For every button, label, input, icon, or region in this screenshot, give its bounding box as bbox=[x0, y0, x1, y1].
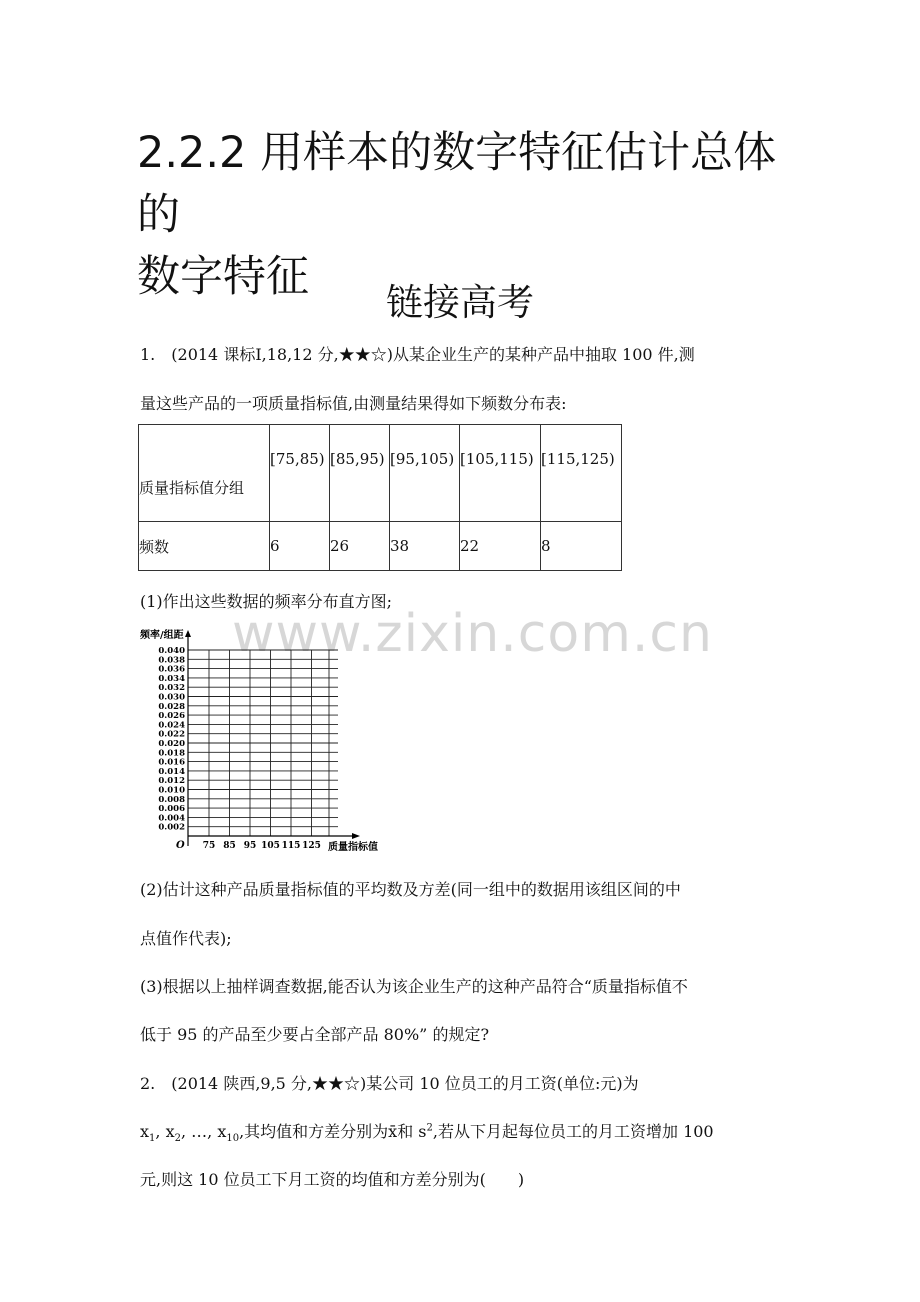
y-tick-label: 0.010 bbox=[158, 785, 185, 796]
subscript: 2 bbox=[174, 1133, 181, 1145]
x-axis-arrow-icon bbox=[352, 833, 360, 839]
text: ,其均值和方差分别为x̄和 s bbox=[239, 1122, 427, 1141]
y-tick-labels bbox=[158, 646, 185, 833]
range-label: [95,105) bbox=[390, 450, 455, 468]
table-row bbox=[139, 425, 622, 522]
y-axis-arrow-icon bbox=[185, 630, 191, 637]
x-tick-label: 125 bbox=[302, 841, 321, 851]
text: ,若从下月起每位员工的月工资增加 100 bbox=[432, 1122, 714, 1141]
table-cell: 38 bbox=[390, 522, 460, 571]
table-cell: 6 bbox=[270, 522, 330, 571]
x-tick-label: 85 bbox=[223, 841, 236, 851]
section-heading: 链接高考 bbox=[386, 281, 534, 324]
question-2-line-2 bbox=[140, 1119, 714, 1144]
text: , …, x bbox=[180, 1122, 227, 1141]
table-cell bbox=[541, 425, 622, 522]
question-1-line-2: 量这些产品的一项质量指标值,由测量结果得如下频数分布表: bbox=[140, 394, 567, 413]
y-tick-label: 0.038 bbox=[158, 655, 185, 666]
table-row bbox=[139, 522, 622, 571]
y-tick-label: 0.022 bbox=[158, 729, 185, 740]
range-label: [115,125) bbox=[541, 450, 615, 468]
x-tick-label: 105 bbox=[261, 841, 280, 851]
y-tick-label: 0.016 bbox=[158, 757, 185, 768]
y-tick-label: 0.024 bbox=[158, 720, 185, 731]
y-tick-label: 0.006 bbox=[158, 804, 185, 815]
text: , x bbox=[155, 1122, 175, 1141]
y-tick-label: 0.034 bbox=[158, 673, 185, 684]
table-cell: 8 bbox=[541, 522, 622, 571]
table-cell bbox=[270, 425, 330, 522]
question-1-part-2-line-1: (2)估计这种产品质量指标值的平均数及方差(同一组中的数据用该组区间的中 bbox=[140, 880, 681, 899]
origin-label: O bbox=[176, 840, 185, 851]
superscript: 2 bbox=[426, 1122, 433, 1134]
y-tick-label: 0.040 bbox=[158, 646, 185, 656]
range-label: [105,115) bbox=[460, 450, 534, 468]
table-header-cell: 频数 bbox=[139, 522, 270, 571]
question-1-part-3-line-1: (3)根据以上抽样调查数据,能否认为该企业生产的这种产品符合“质量指标值不 bbox=[140, 977, 688, 996]
subscript: 10 bbox=[226, 1133, 240, 1145]
chart-grid bbox=[188, 650, 338, 836]
table-cell bbox=[330, 425, 390, 522]
table-cell bbox=[390, 425, 460, 522]
y-tick-label: 0.020 bbox=[158, 739, 185, 749]
y-tick-label: 0.030 bbox=[158, 692, 185, 703]
question-2-line-3: 元,则这 10 位员工下月工资的均值和方差分别为( ) bbox=[140, 1170, 525, 1189]
question-1-line-1: 1. (2014 课标Ⅰ,18,12 分,★★☆)从某企业生产的某种产品中抽取 100 件,测 bbox=[140, 345, 695, 364]
x-tick-label: 75 bbox=[202, 841, 216, 851]
question-1-part-3-line-2: 低于 95 的产品至少要占全部产品 80%” 的规定? bbox=[140, 1025, 490, 1044]
y-tick-label: 0.036 bbox=[158, 664, 185, 675]
question-1-part-2-line-2: 点值作代表); bbox=[140, 929, 232, 948]
table-cell: 26 bbox=[330, 522, 390, 571]
y-tick-label: 0.032 bbox=[158, 683, 185, 694]
histogram-grid-chart bbox=[132, 626, 392, 854]
x-tick-label: 115 bbox=[281, 841, 301, 851]
x-tick-labels bbox=[203, 841, 321, 851]
var-x: x bbox=[140, 1122, 150, 1141]
y-tick-label: 0.028 bbox=[158, 701, 185, 712]
x-tick-label: 95 bbox=[243, 841, 257, 851]
y-tick-label: 0.014 bbox=[158, 766, 185, 777]
y-tick-label: 0.004 bbox=[158, 813, 185, 824]
frequency-table bbox=[138, 424, 622, 571]
range-label: [75,85) bbox=[270, 450, 325, 468]
table-header-cell bbox=[139, 425, 270, 522]
question-1-part-1: (1)作出这些数据的频率分布直方图; bbox=[140, 592, 393, 611]
y-tick-label: 0.008 bbox=[158, 794, 185, 805]
x-axis-label: 质量指标值 bbox=[328, 842, 378, 853]
y-tick-label: 0.026 bbox=[158, 711, 185, 722]
watermark: www.zixin.com.cn bbox=[232, 604, 713, 664]
title-line-1: 2.2.2 用样本的数字特征估计总体的 bbox=[137, 128, 777, 240]
subscript: 1 bbox=[149, 1133, 156, 1145]
range-label: [85,95) bbox=[330, 450, 385, 468]
title-line-2: 数字特征 bbox=[137, 252, 309, 302]
table-cell: 22 bbox=[460, 522, 541, 571]
table-cell bbox=[460, 425, 541, 522]
y-tick-label: 0.002 bbox=[158, 822, 185, 833]
y-tick-label: 0.012 bbox=[158, 776, 185, 787]
y-tick-label: 0.018 bbox=[158, 748, 185, 759]
question-2-line-1: 2. (2014 陕西,9,5 分,★★☆)某公司 10 位员工的月工资(单位:元)为 bbox=[140, 1074, 639, 1093]
header-label: 质量指标值分组 bbox=[139, 479, 245, 497]
y-axis-label: 频率/组距 bbox=[140, 630, 184, 641]
